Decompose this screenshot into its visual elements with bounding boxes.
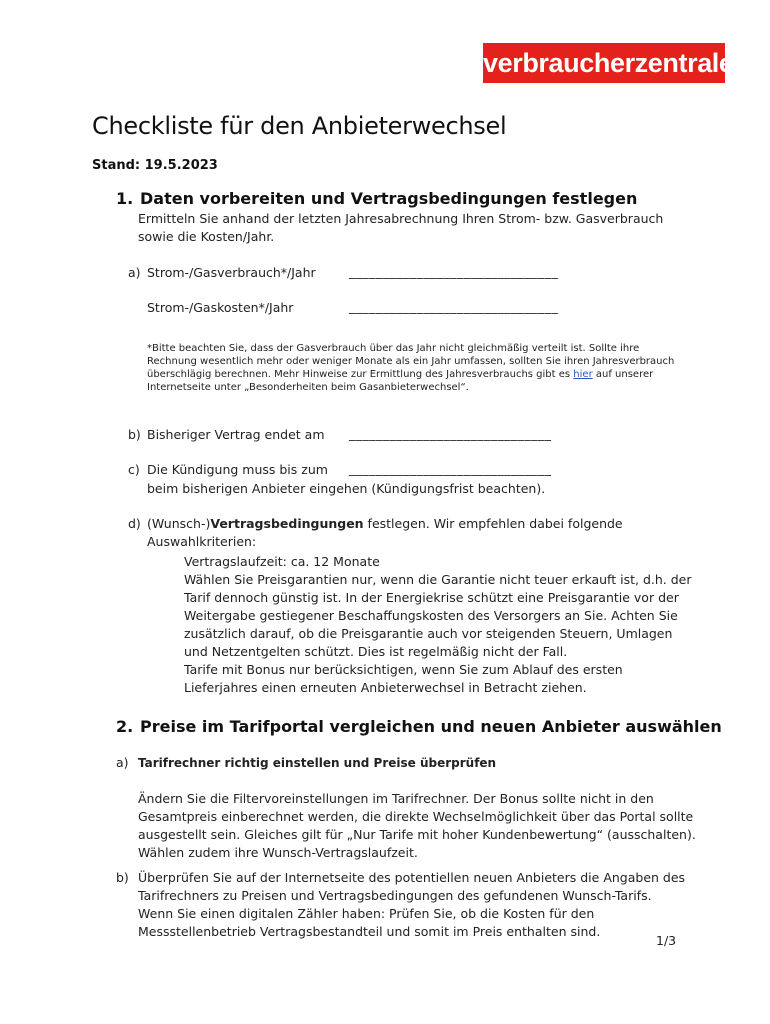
blank-line: ______________________________: [349, 426, 552, 441]
costs-label: Strom-/Gaskosten*/Jahr: [147, 300, 294, 315]
text-line: sowie die Kosten/Jahr.: [138, 229, 275, 244]
section-number: 1.: [116, 189, 134, 208]
text-line: *Bitte beachten Sie, dass der Gasverbrauch über das Jahr nicht gleichmäßig verteilt ist. Sollte ihre: [147, 343, 640, 354]
section-title: Daten vorbereiten und Vertragsbedingungen festlegen: [140, 189, 638, 208]
text-line: Messstellenbetrieb Vertragsbestandteil und somit im Preis enthalten sind.: [138, 924, 601, 939]
page-title: Checkliste für den Anbieterwechsel: [92, 112, 507, 140]
text-line: Tarif dennoch günstig ist. In der Energiekrise schützt eine Preisgarantie vor der: [184, 590, 679, 605]
text-line: Auswahlkriterien:: [147, 534, 257, 549]
text-line: [147, 515, 623, 533]
text-line: zusätzlich darauf, ob die Preisgarantie auch vor steigenden Steuern, Umlagen: [184, 626, 673, 641]
text-line: Vertragslaufzeit: ca. 12 Monate: [184, 554, 380, 569]
verbraucherzentrale-logo: verbraucherzentrale: [483, 43, 725, 83]
text-line: Lieferjahres einen erneuten Anbieterwechsel in Betracht ziehen.: [184, 680, 587, 695]
text-line: Ermitteln Sie anhand der letzten Jahresabrechnung Ihren Strom- bzw. Gasverbrauch: [138, 211, 664, 226]
blank-line: _______________________________: [349, 299, 559, 314]
criteria-list: [184, 553, 714, 697]
text-line: Wenn Sie einen digitalen Zähler haben: Prüfen Sie, ob die Kosten für den: [138, 906, 595, 921]
text-line: Wählen zudem ihre Wunsch-Vertragslaufzeit.: [138, 845, 418, 860]
contract-end-label: Bisheriger Vertrag endet am: [147, 427, 325, 442]
text-fragment-bold: Vertragsbedingungen: [210, 516, 364, 531]
text-line: Wählen Sie Preisgarantien nur, wenn die Garantie nicht teuer erkauft ist, d.h. der: [184, 572, 692, 587]
section-title: Preise im Tarifportal vergleichen und neuen Anbieter auswählen: [140, 717, 722, 736]
hier-link[interactable]: hier: [573, 369, 593, 380]
cancellation-note: beim bisherigen Anbieter eingehen (Kündigungsfrist beachten).: [147, 481, 546, 496]
consumption-label: Strom-/Gasverbrauch*/Jahr: [147, 265, 316, 280]
text-line: Rechnung wesentlich mehr oder weniger Monate als ein Jahr umfassen, sollten Sie ihren Jahresverbrauch: [147, 356, 675, 367]
item-label: c): [128, 462, 140, 477]
text-line: Tarife mit Bonus nur berücksichtigen, wenn Sie zum Ablauf des ersten: [184, 662, 623, 677]
item-label: a): [128, 265, 141, 280]
blank-line: _______________________________: [349, 264, 559, 279]
footnote: [147, 342, 674, 394]
page-number: 1/3: [656, 933, 677, 948]
text-line: ausgestellt sein. Gleiches gilt für „Nur Tarife mit hoher Kundenbewertung“ (ausschalten).: [138, 827, 696, 842]
text-fragment: überschlägig berechnen. Mehr Hinweise zur Ermittlung des Jahresverbrauchs gibt es: [147, 369, 574, 380]
item-label: d): [128, 516, 141, 531]
text-line: [147, 368, 674, 381]
list-item: [184, 571, 714, 661]
cancellation-label: Die Kündigung muss bis zum: [147, 462, 328, 477]
section-2-heading: [116, 717, 722, 736]
text-line: Internetseite unter „Besonderheiten beim Gasanbieterwechsel“.: [147, 382, 469, 393]
date-stamp: Stand: 19.5.2023: [92, 158, 218, 173]
filter-instructions: [138, 790, 696, 862]
list-item: [184, 553, 714, 571]
text-line: und Netzentgelten schützt. Dies ist regelmäßig nicht der Fall.: [184, 644, 568, 659]
section-1-intro: [138, 210, 663, 246]
subsection-heading: Tarifrechner richtig einstellen und Preise überprüfen: [138, 756, 497, 770]
blank-line: ______________________________: [349, 461, 552, 476]
text-line: Weitergabe gestiegener Beschaffungskosten des Versorgers an Sie. Achten Sie: [184, 608, 678, 623]
text-fragment: (Wunsch-): [147, 516, 211, 531]
section-number: 2.: [116, 717, 134, 736]
item-label: b): [128, 427, 141, 442]
section-1-heading: [116, 189, 637, 208]
text-line: Gesamtpreis einberechnet werden, die direkte Wechselmöglichkeit über das Portal sollte: [138, 809, 694, 824]
conditions-text: [147, 515, 623, 551]
text-line: Ändern Sie die Filtervoreinstellungen im Tarifrechner. Der Bonus sollte nicht in den: [138, 791, 654, 806]
list-item: [184, 661, 714, 697]
item-label: a): [116, 755, 129, 770]
text-line: Überprüfen Sie auf der Internetseite des potentiellen neuen Anbieters die Angaben des: [138, 870, 686, 885]
text-fragment: festlegen. Wir empfehlen dabei folgende: [363, 516, 623, 531]
text-fragment: auf unserer: [592, 369, 654, 380]
text-line: Tarifrechners zu Preisen und Vertragsbedingungen des gefundenen Wunsch-Tarifs.: [138, 888, 652, 903]
provider-check-text: [138, 869, 685, 941]
item-label: b): [116, 870, 129, 885]
